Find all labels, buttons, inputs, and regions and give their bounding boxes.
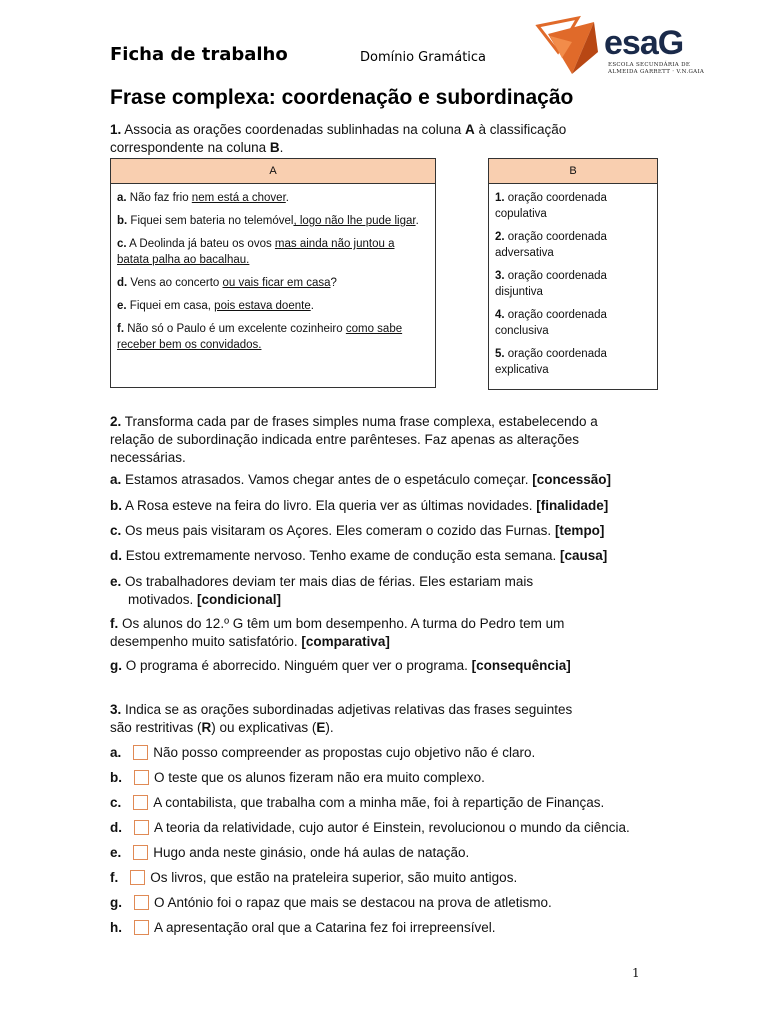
item-text: A apresentação oral que a Catarina fez foi irrepreensível. (154, 920, 496, 935)
answer-box[interactable] (133, 845, 148, 860)
item-text: Hugo anda neste ginásio, onde há aulas de natação. (153, 845, 470, 860)
logo-wordmark: esaG (604, 24, 684, 62)
underlined-clause: pois estava doente (214, 300, 311, 312)
item-letter: f. (117, 323, 125, 335)
item-text: oração coordenada adversativa (495, 231, 607, 259)
item-text-cont: motivados. (128, 592, 198, 607)
item-letter: d. (110, 548, 122, 563)
page-number: 1 (632, 966, 640, 980)
column-a-table (110, 158, 436, 388)
item-text: Fiquei em casa, (126, 300, 215, 312)
answer-box[interactable] (134, 895, 149, 910)
exercise-2-item (110, 573, 533, 609)
relation-tag: [finalidade] (536, 498, 609, 513)
item-text: A Deolinda já bateu os ovos (126, 238, 275, 250)
item-text: Os trabalhadores deviam ter mais dias de férias. Eles estariam mais (121, 574, 534, 589)
underlined-clause: , logo não lhe pude ligar (293, 215, 416, 227)
origami-bird-icon (532, 12, 602, 82)
column-a-item (117, 298, 429, 314)
item-text: Não faz frio (126, 192, 192, 204)
item-text: oração coordenada copulativa (495, 192, 607, 220)
column-b-table (488, 158, 658, 390)
exercise-3-item (110, 869, 517, 887)
relation-tag: [causa] (560, 548, 608, 563)
answer-box[interactable] (130, 870, 145, 885)
school-logo (532, 12, 705, 84)
logo-subtitle-2: ALMEIDA GARRETT · V.N.GAIA (608, 69, 705, 75)
item-punct: . (310, 300, 314, 312)
item-text: oração coordenada conclusiva (495, 309, 607, 337)
logo-subtitle-1: ESCOLA SECUNDÁRIA DE (608, 62, 691, 68)
exercise-3-item (110, 844, 469, 862)
exercise-2-item (110, 471, 611, 489)
item-letter: g. (110, 658, 122, 673)
item-text: Não posso compreender as propostas cujo objetivo não é claro. (153, 745, 536, 760)
underlined-clause: como sabe receber bem os convidados. (117, 323, 403, 351)
item-text: A teoria da relatividade, cujo autor é Einstein, revolucionou o mundo da ciência. (154, 820, 630, 835)
item-text: Fiquei sem bateria no telemóvel (127, 215, 294, 227)
item-text: oração coordenada explicativa (495, 348, 607, 376)
answer-box[interactable] (134, 920, 149, 935)
column-a-item (117, 321, 429, 353)
column-b-body (489, 184, 658, 390)
question-2-prompt: 2. Transforma cada par de frases simples numa frase complexa, estabelecendo a relação de subordinação indicada entre parênteses. Faz apenas as alterações necessárias. (110, 414, 598, 465)
item-letter: e. (110, 845, 122, 860)
item-letter: a. (110, 745, 122, 760)
item-letter: b. (110, 498, 122, 513)
item-punct: ? (330, 277, 337, 289)
item-letter: b. (117, 215, 128, 227)
item-letter: c. (110, 523, 122, 538)
column-b-item (495, 268, 651, 300)
exercise-2-item (110, 615, 564, 651)
question-1-prompt: 1. Associa as orações coordenadas sublinhadas na coluna A à classificação correspondente na coluna B. (110, 122, 567, 155)
answer-box[interactable] (134, 820, 149, 835)
item-number: 5. (495, 348, 505, 360)
column-b-item (495, 229, 651, 261)
column-a-header: A (111, 159, 436, 184)
column-b-item (495, 346, 651, 378)
item-letter: e. (117, 300, 127, 312)
worksheet-label: Ficha de trabalho (110, 44, 288, 65)
column-a-body (111, 184, 436, 388)
column-a-item (117, 190, 429, 206)
item-letter: d. (110, 820, 122, 835)
exercise-2-item (110, 497, 608, 515)
item-letter: f. (110, 870, 119, 885)
item-text: Os meus pais visitaram os Açores. Eles comeram o cozido das Furnas. (121, 523, 555, 538)
item-letter: h. (110, 920, 122, 935)
relation-tag: [tempo] (554, 523, 605, 538)
item-text: Estamos atrasados. Vamos chegar antes de o espetáculo começar. (121, 472, 533, 487)
item-text: Vens ao concerto (127, 277, 223, 289)
domain-subtitle: Domínio Gramática (360, 50, 487, 65)
answer-box[interactable] (133, 745, 148, 760)
exercise-3-item (110, 744, 535, 762)
item-text: A Rosa esteve na feira do livro. Ela queria ver as últimas novidades. (122, 498, 537, 513)
answer-box[interactable] (134, 770, 149, 785)
answer-box[interactable] (133, 795, 148, 810)
item-text: Não só o Paulo é um excelente cozinheiro (124, 323, 346, 335)
column-b-item (495, 190, 651, 222)
item-text-cont: desempenho muito satisfatório. (110, 634, 302, 649)
item-text: A contabilista, que trabalha com a minha mãe, foi à repartição de Finanças. (153, 795, 605, 810)
question-3-prompt: 3. Indica se as orações subordinadas adjetivas relativas das frases seguintes são restritivas (R) ou explicativas (E). (110, 702, 573, 735)
item-text: oração coordenada disjuntiva (495, 270, 607, 298)
item-text: Estou extremamente nervoso. Tenho exame de condução esta semana. (122, 548, 561, 563)
item-text: O programa é aborrecido. Ninguém quer ver o programa. (122, 658, 472, 673)
item-letter: e. (110, 574, 122, 589)
exercise-2-item (110, 547, 607, 565)
item-punct: . (285, 192, 289, 204)
exercise-3-item (110, 919, 495, 937)
underlined-clause: nem está a chover (191, 192, 286, 204)
item-letter: c. (117, 238, 127, 250)
exercise-2-item (110, 657, 571, 675)
item-text: O António foi o rapaz que mais se destacou na prova de atletismo. (154, 895, 552, 910)
relation-tag: [condicional] (197, 592, 282, 607)
item-letter: c. (110, 795, 122, 810)
item-punct: . (415, 215, 419, 227)
item-letter: g. (110, 895, 122, 910)
relation-tag: [consequência] (471, 658, 571, 673)
column-a-item (117, 213, 429, 229)
item-text: O teste que os alunos fizeram não era muito complexo. (154, 770, 485, 785)
item-number: 1. (495, 192, 505, 204)
page-title: Frase complexa: coordenação e subordinação (110, 86, 574, 109)
relation-tag: [concessão] (532, 472, 612, 487)
item-letter: a. (110, 472, 122, 487)
item-number: 3. (495, 270, 505, 282)
relation-tag: [comparativa] (301, 634, 390, 649)
exercise-3-item (110, 894, 552, 912)
item-letter: b. (110, 770, 122, 785)
item-text: Os livros, que estão na prateleira superior, são muito antigos. (150, 870, 518, 885)
column-b-header: B (489, 159, 658, 184)
exercise-3-item (110, 794, 604, 812)
column-b-item (495, 307, 651, 339)
column-a-item (117, 236, 429, 268)
underlined-clause: ou vais ficar em casa (222, 277, 331, 289)
item-number: 2. (495, 231, 505, 243)
exercise-2-item (110, 522, 604, 540)
underlined-clause: mas ainda não juntou a batata palha ao bacalhau. (117, 238, 395, 266)
item-number: 4. (495, 309, 505, 321)
exercise-3-item (110, 819, 630, 837)
item-letter: f. (110, 616, 119, 631)
item-letter: d. (117, 277, 128, 289)
column-a-item (117, 275, 429, 291)
exercise-3-item (110, 769, 485, 787)
item-text: Os alunos do 12.º G têm um bom desempenho. A turma do Pedro tem um (118, 616, 565, 631)
item-letter: a. (117, 192, 127, 204)
